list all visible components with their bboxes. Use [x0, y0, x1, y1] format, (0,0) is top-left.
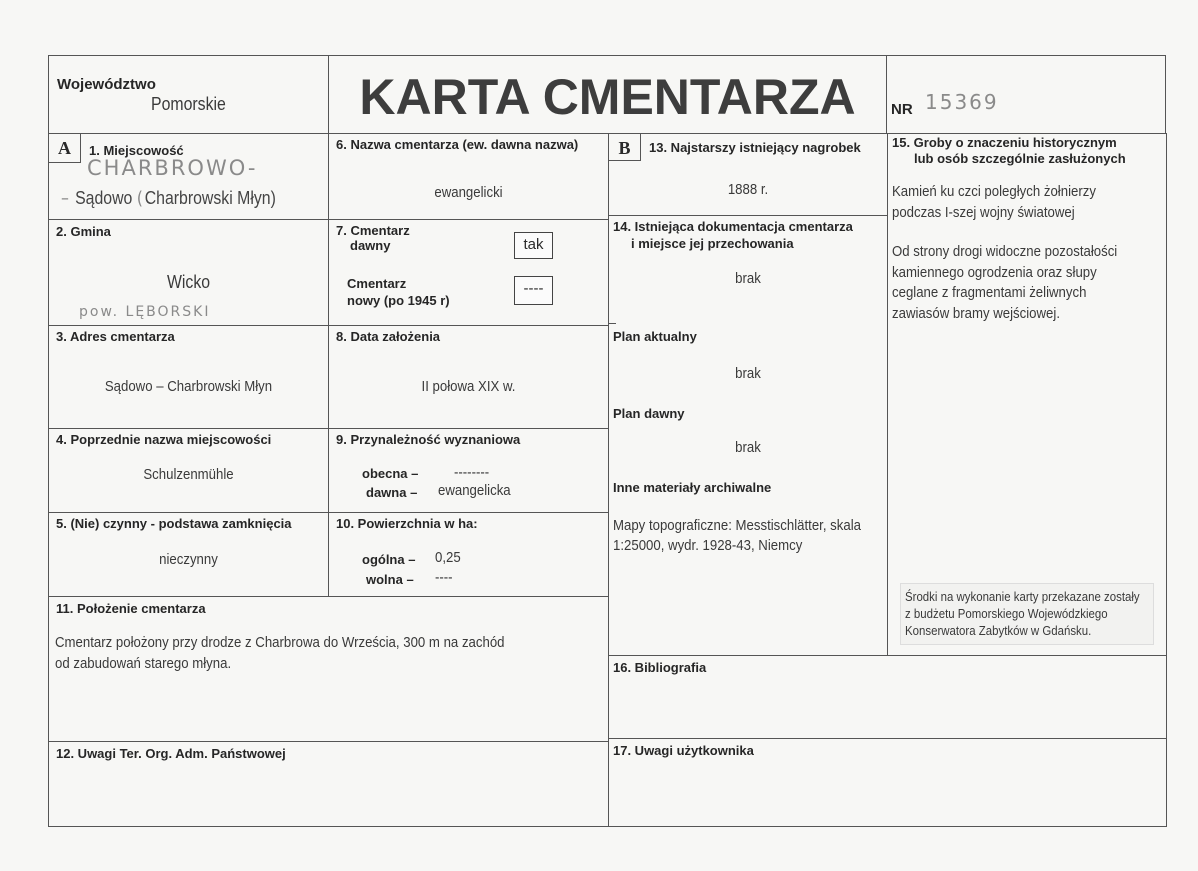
nr-label: NR	[891, 101, 913, 118]
field-value: Od strony drogi widoczne pozostałości	[892, 243, 1118, 260]
field-label: 2. Gmina	[56, 224, 111, 239]
funding-text: z budżetu Pomorskiego Wojewódzkiego	[905, 606, 1108, 621]
field-9-denomination	[328, 428, 609, 513]
field-12-remarks	[48, 741, 609, 827]
field-label: 8. Data założenia	[336, 329, 441, 344]
field-label: 14. Istniejąca dokumentacja cmentarza	[613, 219, 853, 234]
field-value: Schulzenmühle	[143, 466, 234, 483]
field-label: 15. Groby o znaczeniu historycznym	[892, 135, 1117, 150]
field-7-cemetery-type	[328, 219, 609, 326]
field-value: --------	[454, 464, 490, 481]
field-label: lub osób szczególnie zasłużonych	[914, 151, 1126, 166]
handwritten-locality: CHARBROWO-	[87, 156, 258, 180]
field-8-founding-date	[328, 325, 609, 429]
old-cemetery-value: tak	[514, 232, 553, 259]
field-label: 16. Bibliografia	[613, 660, 707, 675]
field-value: kamiennego ogrodzenia oraz słupy	[892, 264, 1097, 281]
field-label: 13. Najstarszy istniejący nagrobek	[649, 140, 861, 155]
field-value: 1:25000, wydr. 1928-43, Niemcy	[613, 537, 803, 554]
field-value: 1888 r.	[727, 181, 769, 198]
field-value: zawiasów bramy wejściowej.	[892, 305, 1060, 322]
new-cemetery-value: ----	[514, 276, 553, 305]
field-label: nowy (po 1945 r)	[347, 293, 450, 308]
field-label: 17. Uwagi użytkownika	[613, 743, 754, 758]
field-value: podczas I-szej wojny światowej	[892, 204, 1075, 221]
field-6-cemetery-name	[328, 133, 609, 220]
section-a-marker: A	[49, 134, 81, 163]
field-15-historic-graves	[887, 133, 1167, 656]
field-value: Cmentarz położony przy drodze z Charbrowa do Wrześcia, 300 m na zachód	[55, 634, 505, 651]
field-label: 10. Powierzchnia w ha:	[336, 516, 478, 531]
field-value: Mapy topograficzne: Messtischlätter, skala	[613, 517, 861, 534]
title-cell	[328, 55, 887, 134]
field-value: Kamień ku czci poległych żołnierzy	[892, 183, 1096, 200]
field-4-former-name	[48, 428, 329, 513]
locality-value-rest: Charbrowski Młyn)	[144, 188, 276, 208]
field-10-area	[328, 512, 609, 597]
field-value: nieczynny	[159, 551, 218, 568]
field-value: Sądowo – Charbrowski Młyn	[104, 378, 273, 395]
voivodeship-label: Województwo	[57, 76, 156, 93]
nr-value: 15369	[925, 90, 999, 114]
field-2-commune	[48, 219, 329, 326]
field-value: Wicko	[166, 272, 211, 292]
field-label: 7. Cmentarz	[336, 223, 410, 238]
field-value: 0,25	[435, 549, 461, 566]
field-label: obecna –	[362, 466, 419, 481]
field-value: brak	[735, 439, 761, 456]
field-17-user-remarks	[608, 738, 1167, 827]
locality-value: Sądowo	[75, 188, 133, 208]
field-label: 5. (Nie) czynny - podstawa zamknięcia	[56, 516, 292, 531]
field-label: i miejsce jej przechowania	[631, 236, 794, 251]
field-3-address	[48, 325, 329, 429]
field-label: 1. Miejscowość	[89, 143, 184, 158]
number-cell	[886, 55, 1166, 134]
field-5-active	[48, 512, 329, 597]
field-value: ----	[435, 569, 453, 586]
funding-note	[900, 583, 1154, 645]
field-value: brak	[735, 365, 761, 382]
field-label: Cmentarz	[347, 276, 407, 291]
voivodeship-value: Pomorskie	[151, 94, 226, 114]
field-value: ewangelicki	[434, 184, 503, 201]
field-label: 6. Nazwa cmentarza (ew. dawna nazwa)	[336, 137, 579, 152]
field-label: ogólna –	[362, 552, 416, 567]
voivodeship-cell	[48, 55, 329, 134]
field-label: 11. Położenie cmentarza	[56, 601, 206, 616]
field-value: brak	[735, 270, 761, 287]
handwritten-county: pow. LĘBORSKI	[79, 304, 211, 320]
field-value: ewangelicka	[438, 482, 511, 499]
field-label: Plan aktualny	[613, 329, 697, 344]
field-16-bibliography	[608, 655, 1167, 739]
section-b-marker: B	[609, 134, 641, 161]
funding-text: Konserwatora Zabytków w Gdańsku.	[905, 623, 1092, 638]
handwritten-paren: (	[136, 188, 145, 209]
field-value: II połowa XIX w.	[421, 378, 516, 395]
field-label: 3. Adres cmentarza	[56, 329, 175, 344]
field-label: wolna –	[366, 572, 414, 587]
field-value: ceglane z fragmentami żeliwnych	[892, 284, 1087, 301]
field-label: dawna –	[366, 485, 418, 500]
field-14-documentation	[608, 215, 888, 656]
field-1-locality	[48, 133, 329, 220]
field-11-location	[48, 596, 609, 742]
field-label: 9. Przynależność wyznaniowa	[336, 432, 521, 447]
field-label: Inne materiały archiwalne	[613, 480, 772, 495]
funding-text: Środki na wykonanie karty przekazane zostały	[905, 589, 1140, 604]
field-label: Plan dawny	[613, 406, 685, 421]
field-13-oldest-grave	[608, 133, 888, 216]
field-value: od zabudowań starego młyna.	[55, 655, 232, 672]
field-label: dawny	[350, 238, 391, 253]
field-label: 12. Uwagi Ter. Org. Adm. Państwowej	[56, 746, 286, 761]
handwritten-dash: –	[61, 188, 71, 209]
field-label: 4. Poprzednie nazwa miejscowości	[56, 432, 272, 447]
page-title: KARTA CMENTARZA	[359, 69, 856, 125]
